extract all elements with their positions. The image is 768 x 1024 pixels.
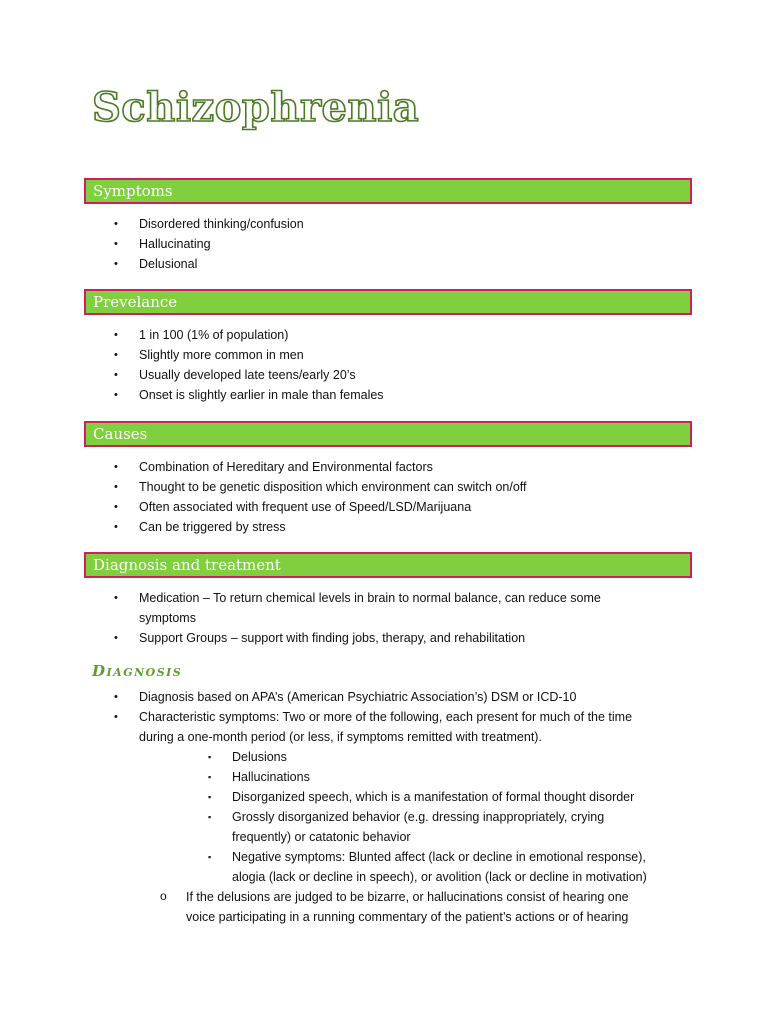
list-item: • Delusional [0, 254, 304, 274]
bullet-marker: • [114, 501, 118, 513]
document-title: Schizophrenia [92, 84, 420, 131]
bullet-marker: • [114, 592, 118, 604]
list-item: • Often associated with frequent use of Speed/LSD/Marijuana [0, 497, 527, 517]
list-item: • Hallucinating [0, 234, 304, 254]
list-item: • Onset is slightly earlier in male than females [0, 385, 384, 405]
section-header-diagnosis-treatment: Diagnosis and treatment [84, 552, 692, 578]
list-item: • Usually developed late teens/early 20’s [0, 365, 384, 385]
circle-marker: o [160, 889, 167, 903]
diagnosis-treatment-list [0, 588, 601, 648]
list-item: o If the delusions are judged to be bizarre, or hallucinations consist of hearing one voice participating in a running commentary of the patient’s actions or of hearing [0, 887, 647, 927]
list-item: • Medication – To return chemical levels in brain to normal balance, can reduce some symptoms [0, 588, 601, 628]
bullet-marker: • [114, 711, 118, 723]
bullet-marker: • [114, 461, 118, 473]
list-item: • Can be triggered by stress [0, 517, 527, 537]
square-marker: ▪ [208, 812, 212, 822]
diagnosis-subheading: Diagnosis [92, 662, 183, 680]
causes-list [0, 457, 527, 537]
list-item: ▪ Hallucinations [0, 767, 647, 787]
bullet-marker: • [114, 238, 118, 250]
bullet-marker: • [114, 521, 118, 533]
section-header-prevalence: Prevelance [84, 289, 692, 315]
prevalence-list [0, 325, 384, 405]
symptoms-list [0, 214, 304, 274]
bullet-marker: • [114, 258, 118, 270]
bullet-marker: • [114, 218, 118, 230]
list-item: • Disordered thinking/confusion [0, 214, 304, 234]
list-item: • Thought to be genetic disposition which environment can switch on/off [0, 477, 527, 497]
section-header-symptoms: Symptoms [84, 178, 692, 204]
list-item: • 1 in 100 (1% of population) [0, 325, 384, 345]
list-item: • Combination of Hereditary and Environmental factors [0, 457, 527, 477]
bullet-marker: • [114, 691, 118, 703]
list-item: • Slightly more common in men [0, 345, 384, 365]
bullet-marker: • [114, 632, 118, 644]
square-marker: ▪ [208, 852, 212, 862]
list-item: • Support Groups – support with finding jobs, therapy, and rehabilitation [0, 628, 601, 648]
square-marker: ▪ [208, 752, 212, 762]
bullet-marker: • [114, 329, 118, 341]
bullet-marker: • [114, 369, 118, 381]
bullet-marker: • [114, 349, 118, 361]
list-item: ▪ Grossly disorganized behavior (e.g. dressing inappropriately, crying frequently) or catatonic behavior [0, 807, 647, 847]
bullet-marker: • [114, 389, 118, 401]
list-item: • Diagnosis based on APA’s (American Psychiatric Association’s) DSM or ICD-10 [0, 687, 647, 707]
section-header-causes: Causes [84, 421, 692, 447]
diagnosis-list [0, 687, 647, 927]
bullet-marker: • [114, 481, 118, 493]
list-item: ▪ Delusions [0, 747, 647, 767]
square-marker: ▪ [208, 792, 212, 802]
list-item: ▪ Negative symptoms: Blunted affect (lack or decline in emotional response), alogia (lack or decline in speech), or avolition (lack or decline in motivation) [0, 847, 647, 887]
list-item: ▪ Disorganized speech, which is a manifestation of formal thought disorder [0, 787, 647, 807]
list-item: • Characteristic symptoms: Two or more of the following, each present for much of the time during a one-month period (or less, if symptoms remitted with treatment). [0, 707, 647, 747]
square-marker: ▪ [208, 772, 212, 782]
